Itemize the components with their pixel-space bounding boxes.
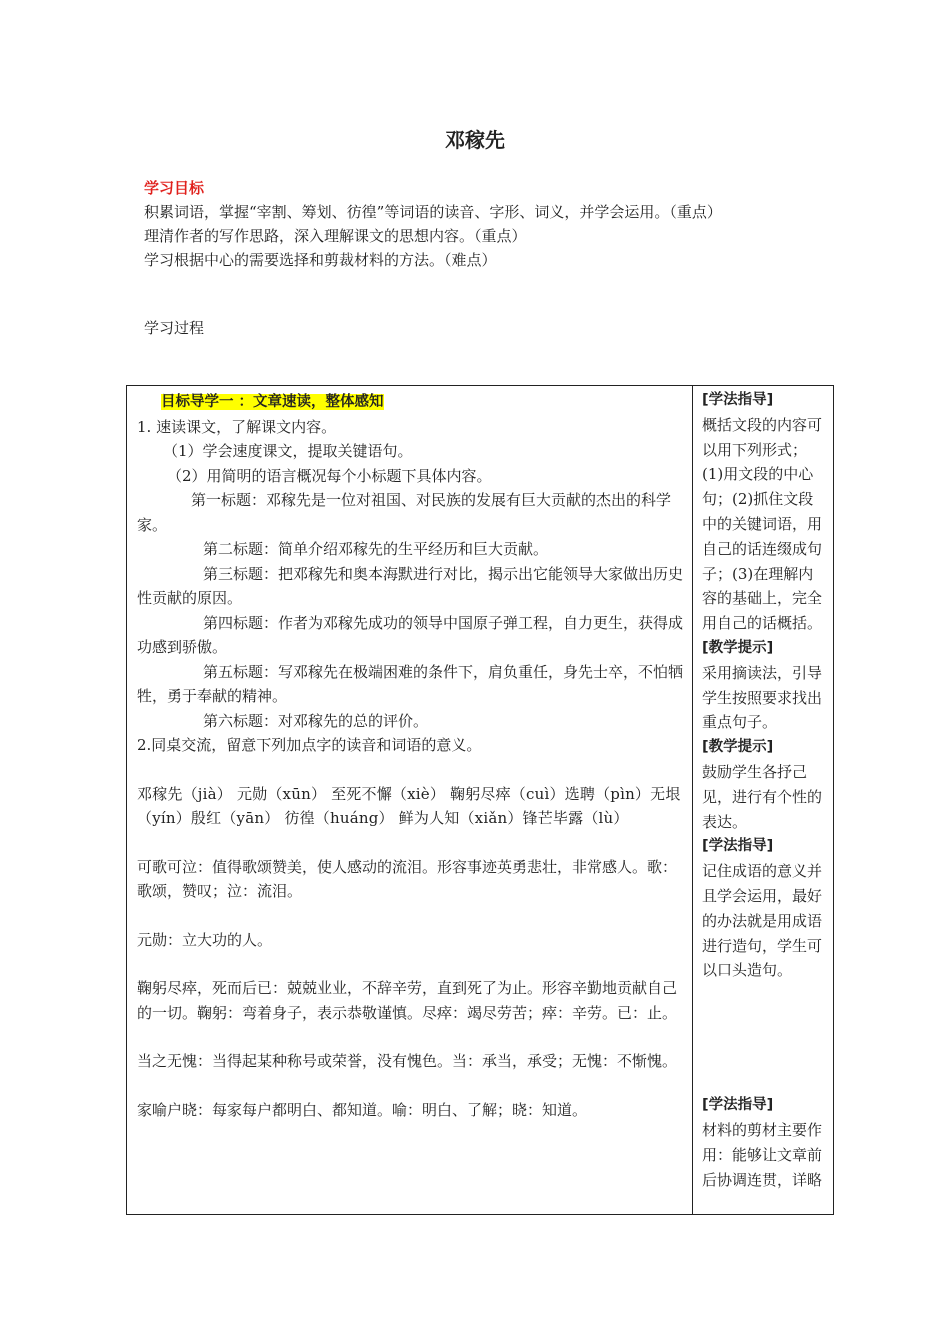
definition-item: 可歌可泣：值得歌颂赞美，使人感动的流泪。形容事迹英勇悲壮，非常感人。歌：歌颂，赞叹；泣：流泪。 xyxy=(137,857,678,900)
objective-item: 积累词语，掌握“宰割、筹划、彷徨”等词语的读音、字形、词义，并学会运用。（重点） xyxy=(144,203,722,221)
lesson-table xyxy=(126,385,834,1215)
task-1: 1. 速读课文，了解课文内容。 xyxy=(137,417,337,436)
heading-summary-1: 第一标题：邓稼先是一位对祖国、对民族的发展有巨大贡献的杰出的科学家。 xyxy=(137,491,672,534)
tip-tag: [教学提示] xyxy=(702,739,774,756)
tip-tag: [学法指导] xyxy=(702,392,774,408)
definition-item: 鞠躬尽瘁，死而后已：兢兢业业，不辞辛劳，直到死了为止。形容辛勤地贡献自己的一切。鞠躬：弯着身子，表示恭敬谨慎。尽瘁：竭尽劳苦；瘁：辛劳。已：止。 xyxy=(137,979,678,1022)
objectives-heading: 学习目标 xyxy=(144,179,205,197)
heading-summary-3: 第三标题：把邓稼先和奥本海默进行对比，揭示出它能领导大家做出历史性贡献的原因。 xyxy=(137,564,684,607)
objectives-section xyxy=(144,176,824,272)
heading-summary-6: 第六标题：对邓稼先的总的评价。 xyxy=(203,711,429,730)
heading-summary-4: 第四标题：作者为邓稼先成功的领导中国原子弹工程，自力更生，获得成功感到骄傲。 xyxy=(137,613,684,656)
lesson-content-cell xyxy=(127,386,693,1215)
task-1-sub-2: （2）用简明的语言概况每个小标题下具体内容。 xyxy=(167,466,492,485)
tip-text: 材料的剪材主要作用：能够让文章前后协调连贯，详略 xyxy=(702,1120,823,1189)
teaching-notes-cell xyxy=(693,386,834,1215)
definition-item: 家喻户晓：每家每户都明白、都知道。喻：明白、了解；晓：知道。 xyxy=(137,1100,588,1119)
heading-summary-2: 第二标题：简单介绍邓稼先的生平经历和巨大贡献。 xyxy=(203,540,549,558)
tip-text: 记住成语的意义并且学会运用，最好的办法就是用成语进行造句，学生可以口头造句。 xyxy=(702,862,823,980)
definition-item: 当之无愧：当得起某种称号或荣誉，没有愧色。当：承当，承受；无愧：不惭愧。 xyxy=(137,1052,678,1070)
task-2: 2.同桌交流，留意下列加点字的读音和词语的意义。 xyxy=(137,736,482,754)
page-title: 邓稼先 xyxy=(445,128,505,152)
pinyin-list: 邓稼先（jià） 元勋（xūn） 至死不懈（xiè） 鞠躬尽瘁（cuì）选聘（pìn）无垠（yín）殷红（yān） 彷徨（huáng） 鲜为人知（xiǎn）锋芒毕露（lù） xyxy=(137,784,681,827)
process-heading: 学习过程 xyxy=(144,319,205,337)
tip-tag: [学法指导] xyxy=(702,838,774,855)
goal-heading: 目标导学一 ：文章速读，整体感知 xyxy=(161,394,384,410)
heading-summary-5: 第五标题：写邓稼先在极端困难的条件下，肩负重任，身先士卒，不怕牺牲，勇于奉献的精神。 xyxy=(137,662,684,705)
tip-text: 概括文段的内容可以用下列形式；(1)用文段的中心句；(2)抓住文段中的关键词语，用自己的话连缀成句子；(3)在理解内容的基础上，完全用自己的话概括。 xyxy=(702,415,823,633)
tip-text: 鼓励学生各抒己见，进行有个性的表达。 xyxy=(702,762,823,831)
objective-item: 理清作者的写作思路，深入理解课文的思想内容。（重点） xyxy=(144,227,527,245)
task-1-sub-1: （1）学会速度课文，提取关键语句。 xyxy=(163,442,413,460)
tip-tag: [教学提示] xyxy=(702,639,774,656)
tip-text: 采用摘读法，引导学生按照要求找出重点句子。 xyxy=(702,663,823,732)
definition-item: 元勋：立大功的人。 xyxy=(137,930,273,949)
objective-item: 学习根据中心的需要选择和剪裁材料的方法。（难点） xyxy=(144,251,497,269)
tip-tag: [学法指导] xyxy=(702,1097,774,1114)
